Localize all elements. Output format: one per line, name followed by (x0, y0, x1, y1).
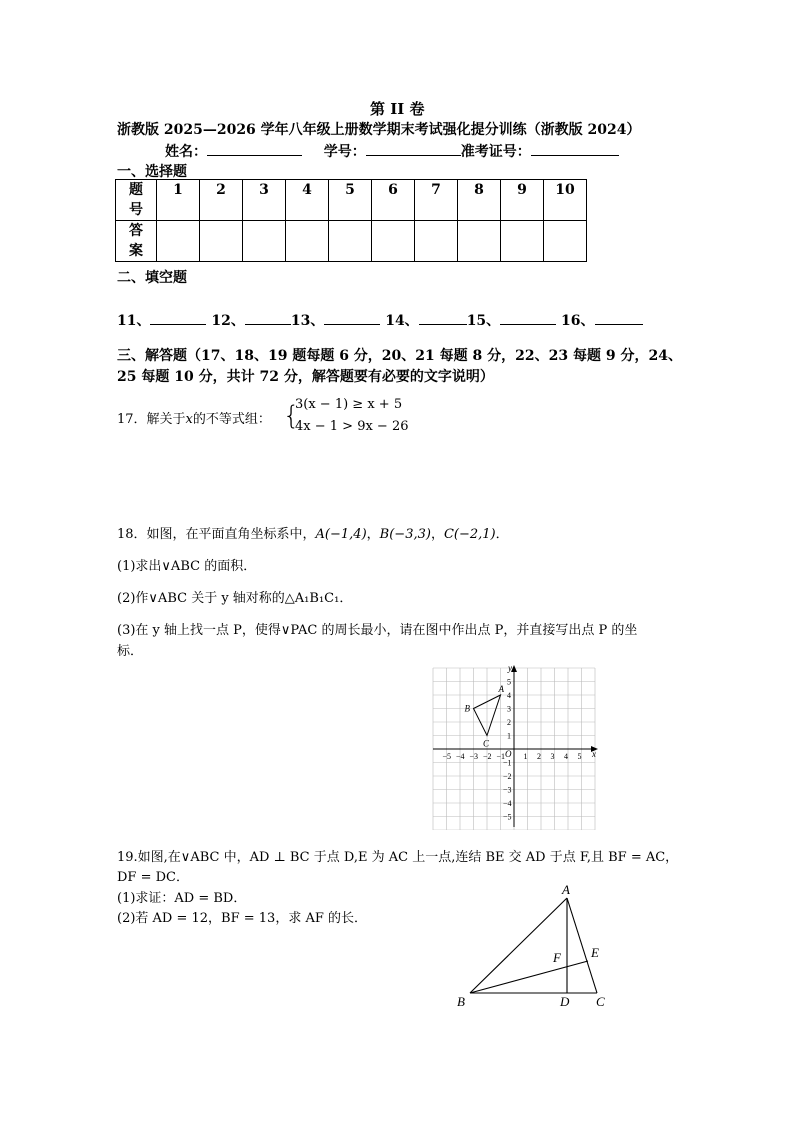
exam-label: 准考证号： (460, 144, 531, 160)
q19-line1: 19.如图,在∨ABC 中，AD ⊥ BC 于点 D,E 为 AC 上一点,连结 BE 交 AD 于点 F,且 BF = AC， (117, 850, 679, 865)
y-tick-label: 2 (507, 718, 511, 727)
student-info-line (165, 141, 619, 161)
answer-cell[interactable] (458, 221, 501, 262)
origin-label: O (505, 749, 512, 759)
x-tick-label: 1 (523, 752, 528, 761)
segment-be (470, 961, 588, 993)
point-f-label: F (553, 950, 561, 965)
x-tick-label: −4 (456, 752, 465, 761)
table-row (116, 180, 587, 221)
q19-part2: (2)若 AD = 12，BF = 13，求 AF 的长． (117, 911, 368, 926)
x-tick-label: −2 (483, 752, 492, 761)
vertex-a-label: A (562, 882, 570, 897)
fill-label-14: 14、 (385, 313, 419, 329)
id-field[interactable] (366, 141, 461, 156)
x-tick-label: 3 (550, 752, 555, 761)
label-c: C (483, 738, 490, 749)
label-a: A (498, 684, 504, 694)
fill-field-14[interactable] (419, 310, 467, 325)
x-axis-label: x (592, 749, 596, 759)
y-tick-label: −5 (503, 812, 512, 822)
fill-field-12[interactable] (245, 310, 291, 325)
vertex-c-label: C (596, 994, 605, 1009)
question-number-cell: 3 (243, 180, 286, 221)
y-tick-label: −3 (503, 785, 512, 795)
q19-part1: (1)求证：AD = BD． (117, 891, 247, 906)
point-d-label: D (560, 994, 570, 1009)
question-number-cell: 10 (544, 180, 587, 221)
label-b: B (464, 703, 470, 714)
y-tick-label: −1 (503, 758, 512, 768)
x-tick-label: 4 (564, 752, 568, 761)
answer-cell[interactable] (286, 221, 329, 262)
question-number-cell: 7 (415, 180, 458, 221)
row-label-answer: 答 案 (116, 221, 157, 262)
triangle-figure (455, 878, 615, 1013)
q18-prefix: 18．如图，在平面直角坐标系中， (117, 527, 316, 542)
point-e-label: E (591, 945, 599, 960)
y-tick-label: −4 (503, 799, 512, 808)
fill-label-12: 12、 (211, 313, 245, 329)
y-tick-label: 5 (507, 677, 511, 687)
q18-part3-line2: 标． (117, 644, 144, 659)
answer-cell[interactable] (544, 221, 587, 262)
q18-part1: (1)求出∨ABC 的面积． (117, 559, 257, 574)
q17-suffix: 的不等式组： (192, 412, 271, 427)
fill-label-11: 11、 (117, 313, 151, 329)
q17-prefix: 17．解关于 (117, 412, 186, 427)
y-tick-label: 3 (507, 704, 511, 714)
y-tick-label: 1 (507, 731, 511, 741)
x-tick-label: 2 (537, 752, 541, 761)
point-a-coord: A(−1,4) (315, 527, 367, 542)
answer-cell[interactable] (200, 221, 243, 262)
q19-line2: DF = DC． (117, 870, 189, 885)
fill-field-13[interactable] (324, 310, 380, 325)
q17-stem (117, 408, 271, 427)
x-tick-label: 5 (577, 752, 582, 761)
fill-field-16[interactable] (595, 310, 643, 325)
name-label: 姓名： (165, 144, 207, 160)
point-b-coord: B(−3,3) (379, 527, 431, 542)
exam-number-field[interactable] (531, 141, 619, 156)
answer-table (115, 179, 587, 262)
question-number-cell: 5 (329, 180, 372, 221)
name-field[interactable] (207, 141, 302, 156)
coordinate-grid (430, 660, 610, 830)
x-tick-label: −1 (496, 752, 506, 761)
q18-stem: 18．如图，在平面直角坐标系中，A(−1,4)，B(−3,3)，C(−2,1)． (117, 527, 509, 542)
question-number-cell: 1 (157, 180, 200, 221)
fill-label-16: 16、 (561, 313, 595, 329)
brace: { (283, 401, 300, 431)
fill-blank-line (117, 310, 643, 330)
fill-field-11[interactable] (150, 310, 206, 325)
fill-label-15: 15、 (466, 313, 501, 329)
row-label-number: 题 号 (116, 180, 157, 221)
section-solve-heading-2: 25 每题 10 分，共计 72 分，解答题要有必要的文字说明） (117, 369, 494, 385)
question-number-cell: 2 (200, 180, 243, 221)
y-tick-label: −2 (503, 772, 512, 781)
answer-cell[interactable] (243, 221, 286, 262)
point-c-coord: C(−2,1) (443, 527, 496, 542)
q17-inequality-1: 3(x − 1) ≥ x + 5 (295, 397, 403, 412)
section-solve-heading-1: 三、解答题（17、18、19 题每题 6 分，20、21 每题 8 分，22、23 每题 9 分，24、 (117, 348, 682, 364)
volume-title: 第 II 卷 (370, 100, 425, 118)
answer-cell[interactable] (501, 221, 544, 262)
q17-inequality-2: 4x − 1 > 9x − 26 (295, 419, 409, 434)
x-tick-label: −5 (442, 752, 452, 761)
question-number-cell: 6 (372, 180, 415, 221)
question-number-cell: 9 (501, 180, 544, 221)
page-title: 浙教版 2025—2026 学年八年级上册数学期末考试强化提分训练（浙教版 2024） (117, 122, 641, 138)
section-choice-heading: 一、选择题 (117, 164, 187, 180)
x-tick-label: −3 (469, 752, 479, 761)
answer-cell[interactable] (157, 221, 200, 262)
fill-field-15[interactable] (500, 310, 556, 325)
q18-part3-line1: (3)在 y 轴上找一点 P，使得∨PAC 的周长最小，请在图中作出点 P，并直接写出点 P 的坐 (117, 623, 638, 638)
y-tick-label: 4 (507, 691, 511, 700)
table-row (116, 221, 587, 262)
answer-cell[interactable] (329, 221, 372, 262)
q18-part2: (2)作∨ABC 关于 y 轴对称的△A₁B₁C₁． (117, 591, 353, 606)
segment-ab (470, 898, 567, 993)
y-axis-label: y (508, 663, 512, 673)
answer-cell[interactable] (372, 221, 415, 262)
vertex-b-label: B (457, 994, 465, 1009)
q17-var: x (185, 412, 193, 427)
section-fill-heading: 二、填空题 (117, 270, 187, 286)
question-number-cell: 4 (286, 180, 329, 221)
answer-cell[interactable] (415, 221, 458, 262)
question-number-cell: 8 (458, 180, 501, 221)
fill-label-13: 13、 (290, 313, 325, 329)
id-label: 学号： (323, 144, 366, 160)
